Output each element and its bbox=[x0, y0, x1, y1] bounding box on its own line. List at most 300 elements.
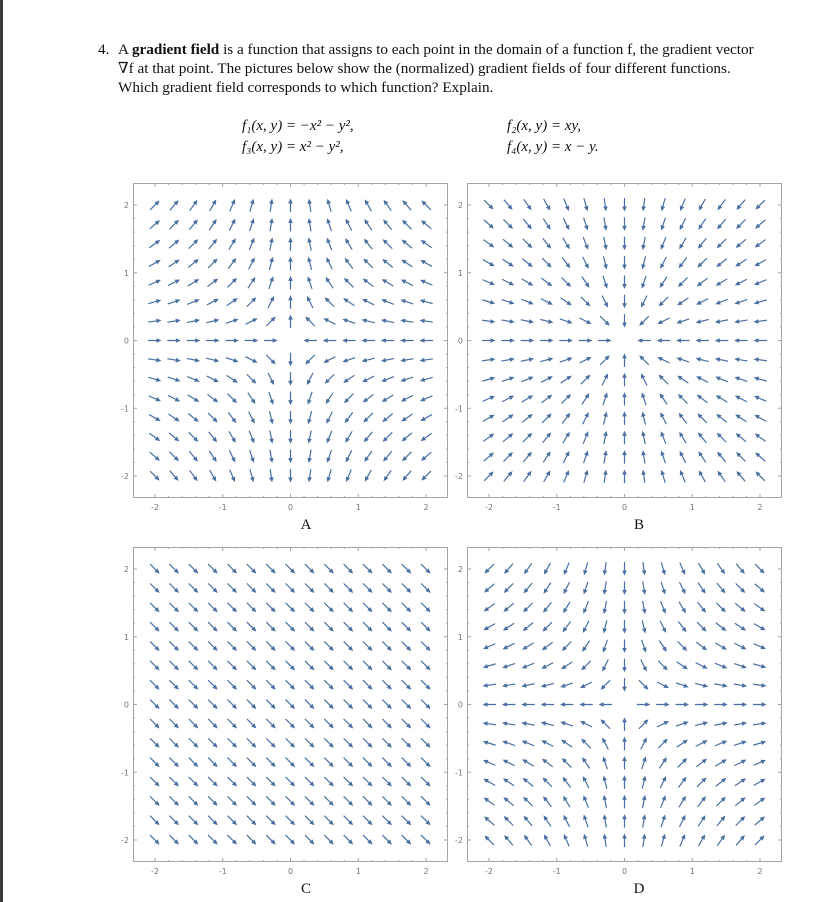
vector-arrow bbox=[421, 835, 430, 844]
vector-arrow bbox=[345, 413, 353, 423]
arrow-head bbox=[250, 199, 254, 204]
vector-arrow bbox=[288, 450, 293, 463]
vector-arrow bbox=[325, 758, 334, 767]
vector-arrow bbox=[715, 299, 727, 304]
vector-arrow bbox=[754, 415, 765, 421]
vector-arrow bbox=[421, 603, 430, 612]
vector-arrow bbox=[718, 471, 726, 482]
vector-arrow bbox=[247, 622, 256, 631]
arrow-head bbox=[195, 338, 200, 343]
vector-arrow bbox=[601, 355, 610, 364]
vector-arrow bbox=[168, 319, 181, 324]
x-tick-label: 0 bbox=[621, 867, 628, 876]
vector-arrow bbox=[697, 279, 707, 287]
vector-arrow bbox=[189, 700, 198, 709]
vector-arrow bbox=[581, 739, 590, 748]
vector-arrow bbox=[622, 814, 627, 827]
vector-arrow bbox=[522, 759, 533, 766]
arrow-head bbox=[400, 358, 405, 363]
vector-arrow bbox=[402, 584, 411, 593]
arrow-head bbox=[156, 377, 161, 381]
vector-arrow bbox=[363, 700, 372, 709]
vector-arrow bbox=[170, 603, 179, 612]
vector-arrow bbox=[288, 373, 293, 386]
vector-arrow bbox=[190, 471, 198, 482]
vector-arrow bbox=[696, 319, 709, 323]
arrow-head bbox=[603, 450, 608, 455]
vector-arrow bbox=[384, 200, 392, 211]
vector-arrow bbox=[484, 452, 494, 460]
vector-arrow bbox=[269, 218, 274, 231]
arrow-head bbox=[549, 338, 554, 343]
vector-arrow bbox=[641, 373, 647, 385]
vector-arrow bbox=[269, 257, 273, 270]
vector-arrow bbox=[542, 395, 552, 403]
vector-arrow bbox=[716, 395, 727, 402]
vector-arrow bbox=[603, 834, 608, 847]
arrow-head bbox=[622, 667, 627, 672]
vector-arrow bbox=[583, 602, 588, 614]
vector-arrow bbox=[229, 258, 237, 268]
vector-arrow bbox=[736, 200, 744, 210]
vector-arrow bbox=[247, 681, 256, 690]
vector-arrow bbox=[659, 375, 668, 384]
vector-arrow bbox=[541, 338, 554, 343]
vector-arrow bbox=[344, 835, 353, 844]
vector-arrow bbox=[383, 603, 392, 612]
arrow-head bbox=[742, 721, 747, 726]
vector-arrow bbox=[187, 338, 200, 343]
y-tick-label: -1 bbox=[121, 404, 129, 414]
vector-arrow bbox=[603, 199, 608, 212]
vector-arrow bbox=[190, 200, 198, 211]
vector-arrow bbox=[716, 259, 726, 267]
vector-arrow bbox=[603, 814, 608, 827]
arrow-head bbox=[529, 319, 534, 324]
vector-arrow bbox=[622, 237, 627, 250]
vector-arrow bbox=[523, 414, 533, 422]
vector-arrow bbox=[521, 702, 534, 707]
vector-arrow bbox=[504, 452, 513, 461]
vector-arrow bbox=[189, 622, 198, 631]
arrow-head bbox=[660, 393, 665, 398]
arrow-head bbox=[214, 358, 219, 362]
vector-arrow bbox=[657, 702, 670, 707]
vector-arrow bbox=[603, 257, 607, 270]
vector-arrow bbox=[269, 412, 273, 425]
vector-arrow bbox=[699, 834, 705, 845]
vector-arrow bbox=[149, 415, 160, 421]
vector-arrow bbox=[504, 816, 513, 825]
vector-arrow bbox=[343, 298, 354, 305]
arrow-head bbox=[718, 471, 723, 476]
arrow-head bbox=[307, 276, 311, 281]
arrow-head bbox=[156, 299, 161, 303]
arrow-head bbox=[157, 338, 162, 343]
arrow-head bbox=[288, 458, 293, 463]
arrow-head bbox=[541, 721, 546, 725]
vector-arrow bbox=[208, 564, 217, 573]
vector-arrow bbox=[560, 357, 572, 362]
vector-arrow bbox=[149, 280, 161, 285]
vector-arrow bbox=[697, 258, 706, 267]
arrow-head bbox=[323, 338, 328, 343]
vector-arrow bbox=[657, 338, 670, 343]
arrow-head bbox=[548, 319, 553, 323]
vector-arrow bbox=[543, 432, 551, 442]
vector-arrow bbox=[754, 280, 766, 285]
vector-arrow bbox=[361, 338, 374, 343]
vector-arrow bbox=[544, 199, 550, 210]
vector-arrow bbox=[267, 777, 276, 786]
arrow-head bbox=[567, 319, 572, 323]
arrow-head bbox=[603, 412, 607, 417]
vector-arrow bbox=[541, 683, 554, 687]
arrow-head bbox=[541, 683, 546, 687]
vector-arrow bbox=[716, 414, 726, 422]
vector-arrow bbox=[583, 814, 588, 826]
vector-arrow bbox=[421, 816, 430, 825]
vector-arrow bbox=[642, 776, 646, 789]
vector-arrow bbox=[305, 622, 314, 631]
vector-arrow bbox=[715, 377, 727, 382]
vector-arrow bbox=[402, 603, 411, 612]
vector-arrow bbox=[524, 452, 532, 462]
arrow-head bbox=[622, 756, 627, 761]
vector-arrow bbox=[207, 319, 220, 323]
vector-arrow bbox=[754, 664, 766, 668]
vector-arrow bbox=[288, 431, 293, 444]
vector-arrow bbox=[327, 470, 331, 482]
arrow-head bbox=[760, 798, 765, 803]
vector-arrow bbox=[660, 257, 666, 269]
vector-arrow bbox=[364, 451, 371, 462]
vector-arrow bbox=[248, 277, 255, 288]
vector-arrow bbox=[661, 834, 665, 846]
arrow-head bbox=[622, 717, 627, 722]
vector-arrow bbox=[755, 816, 765, 824]
vector-arrow bbox=[679, 622, 687, 632]
arrow-head bbox=[622, 775, 627, 780]
vector-arrow bbox=[149, 338, 162, 343]
vector-arrow bbox=[754, 779, 765, 785]
vector-arrow bbox=[305, 719, 314, 728]
vector-arrow bbox=[660, 393, 667, 404]
vector-arrow bbox=[227, 376, 238, 383]
vector-arrow bbox=[344, 700, 353, 709]
vector-arrow bbox=[188, 377, 200, 382]
arrow-head bbox=[603, 834, 608, 839]
vector-arrow bbox=[715, 663, 727, 668]
vector-arrow bbox=[583, 834, 587, 846]
vector-arrow bbox=[381, 299, 393, 304]
vector-arrow bbox=[584, 450, 589, 462]
vector-arrow bbox=[421, 642, 430, 651]
vector-arrow bbox=[381, 338, 394, 343]
arrow-head bbox=[683, 721, 688, 725]
vector-arrow bbox=[189, 259, 199, 267]
vector-arrow bbox=[698, 583, 705, 594]
arrow-head bbox=[561, 740, 566, 745]
vector-arrow bbox=[325, 681, 334, 690]
vector-arrow bbox=[209, 451, 216, 462]
arrow-head bbox=[251, 277, 256, 282]
arrow-head bbox=[155, 240, 160, 245]
vector-arrow bbox=[755, 220, 765, 228]
vector-arrow bbox=[484, 798, 495, 806]
vector-arrow bbox=[228, 661, 237, 670]
vector-arrow bbox=[325, 375, 334, 384]
vector-arrow bbox=[564, 219, 570, 231]
vector-arrow bbox=[563, 432, 570, 443]
vector-arrow bbox=[305, 777, 314, 786]
vector-arrow bbox=[228, 777, 237, 786]
arrow-head bbox=[622, 392, 627, 397]
vector-arrow bbox=[381, 319, 394, 324]
vector-arrow bbox=[563, 413, 571, 423]
vector-arrow bbox=[189, 758, 198, 767]
vector-arrow bbox=[659, 297, 668, 306]
vector-arrow bbox=[622, 470, 627, 483]
vector-arrow bbox=[150, 739, 159, 748]
vector-arrow bbox=[402, 452, 411, 461]
vector-arrow bbox=[564, 583, 570, 595]
arrow-head bbox=[327, 457, 331, 462]
vector-arrow bbox=[344, 758, 353, 767]
vector-arrow bbox=[622, 353, 627, 366]
plot-c-label: C bbox=[300, 881, 311, 897]
arrow-head bbox=[546, 451, 551, 456]
vector-arrow bbox=[582, 393, 589, 404]
vector-arrow bbox=[402, 719, 411, 728]
vector-arrow bbox=[661, 470, 665, 482]
arrow-head bbox=[307, 218, 312, 223]
vector-arrow bbox=[541, 702, 554, 707]
vector-arrow bbox=[208, 758, 217, 767]
vector-arrow bbox=[402, 777, 411, 786]
arrow-head bbox=[762, 702, 767, 707]
vector-arrow bbox=[286, 584, 295, 593]
vector-arrow bbox=[622, 756, 627, 769]
arrow-head bbox=[676, 319, 681, 323]
vector-arrow bbox=[346, 451, 352, 463]
vector-arrow bbox=[208, 661, 217, 670]
vector-arrow bbox=[267, 317, 276, 326]
vector-arrow bbox=[228, 642, 237, 651]
vector-arrow bbox=[641, 660, 647, 672]
vector-arrow bbox=[679, 432, 686, 443]
arrow-head bbox=[683, 665, 688, 670]
vector-arrow bbox=[230, 199, 235, 211]
vector-arrow bbox=[267, 816, 276, 825]
vector-arrow bbox=[189, 797, 198, 806]
vector-arrow bbox=[189, 642, 198, 651]
vector-arrow bbox=[286, 719, 295, 728]
vector-arrow bbox=[207, 299, 219, 305]
arrow-head bbox=[642, 776, 646, 781]
vector-arrow bbox=[208, 622, 217, 631]
vector-arrow bbox=[421, 240, 432, 248]
vector-arrow bbox=[639, 317, 648, 326]
vector-arrow bbox=[364, 432, 372, 442]
vector-arrow bbox=[327, 450, 332, 462]
y-tick-label: 2 bbox=[123, 565, 129, 574]
vector-arrow bbox=[345, 258, 353, 268]
arrow-head bbox=[384, 476, 389, 481]
arrow-head bbox=[741, 626, 746, 631]
arrow-head bbox=[566, 376, 571, 381]
arrow-head bbox=[622, 590, 627, 595]
arrow-head bbox=[676, 338, 681, 343]
y-tick-label: 0 bbox=[123, 336, 129, 346]
vector-arrow bbox=[326, 257, 332, 269]
vector-arrow bbox=[307, 392, 312, 404]
vector-arrow bbox=[420, 396, 432, 401]
vector-arrow bbox=[580, 721, 592, 727]
arrow-head bbox=[193, 200, 198, 205]
arrow-head bbox=[288, 257, 293, 262]
vector-arrow bbox=[400, 319, 413, 324]
vector-arrow bbox=[603, 276, 608, 288]
vector-arrow bbox=[657, 721, 669, 727]
vector-arrow bbox=[267, 797, 276, 806]
vector-arrow bbox=[504, 835, 512, 845]
vector-arrow bbox=[208, 642, 217, 651]
vector-arrow bbox=[207, 358, 220, 362]
vector-arrow bbox=[421, 739, 430, 748]
vector-arrow bbox=[307, 276, 312, 288]
vector-arrow bbox=[228, 835, 237, 844]
vector-arrow bbox=[641, 237, 646, 250]
vector-arrow bbox=[697, 622, 706, 631]
vector-arrow bbox=[382, 395, 393, 402]
arrow-head bbox=[502, 741, 507, 745]
vector-arrow bbox=[228, 394, 237, 403]
y-tick-label: -2 bbox=[455, 836, 463, 845]
x-tick-label: 2 bbox=[423, 867, 429, 876]
vector-arrow bbox=[755, 798, 766, 806]
vector-arrow bbox=[382, 414, 392, 422]
vector-arrow bbox=[307, 431, 312, 444]
x-tick-label: 2 bbox=[423, 503, 429, 512]
vector-arrow bbox=[754, 721, 767, 726]
vector-arrow bbox=[247, 584, 256, 593]
vector-arrow bbox=[660, 776, 666, 788]
arrow-head bbox=[603, 206, 608, 211]
vector-arrow bbox=[420, 280, 432, 285]
arrow-head bbox=[715, 338, 720, 343]
vector-arrow bbox=[696, 299, 708, 305]
vector-arrow bbox=[522, 663, 534, 668]
vector-arrow bbox=[402, 433, 412, 441]
arrow-head bbox=[760, 607, 765, 612]
vector-arrow bbox=[563, 238, 570, 249]
arrow-head bbox=[641, 412, 645, 417]
vector-arrow bbox=[622, 276, 627, 289]
vector-arrow bbox=[754, 624, 765, 630]
vector-arrow bbox=[734, 721, 747, 726]
vector-arrow bbox=[325, 297, 334, 306]
vector-arrow bbox=[717, 603, 726, 612]
arrow-head bbox=[490, 300, 495, 304]
vector-arrow bbox=[755, 604, 766, 612]
arrow-head bbox=[622, 373, 627, 378]
vector-arrow bbox=[363, 642, 372, 651]
vector-arrow bbox=[230, 451, 236, 463]
arrow-head bbox=[212, 457, 217, 462]
arrow-head bbox=[645, 702, 650, 707]
vector-arrow bbox=[286, 564, 295, 573]
vector-arrow bbox=[715, 338, 728, 343]
vector-arrow bbox=[524, 471, 532, 482]
vector-arrow bbox=[696, 683, 709, 687]
vector-arrow bbox=[679, 796, 686, 807]
vector-arrow bbox=[602, 756, 607, 768]
vector-arrow bbox=[307, 296, 313, 308]
vector-arrow bbox=[544, 834, 550, 845]
arrow-head bbox=[195, 358, 200, 363]
arrow-head bbox=[342, 338, 347, 343]
arrow-head bbox=[508, 262, 513, 267]
vector-arrow bbox=[522, 299, 534, 304]
vector-arrow bbox=[680, 815, 686, 827]
vector-arrow bbox=[698, 219, 705, 230]
arrow-head bbox=[509, 357, 514, 362]
vector-arrow bbox=[642, 640, 647, 652]
x-tick-label: -1 bbox=[552, 503, 561, 512]
vector-arrow bbox=[642, 621, 646, 634]
arrow-head bbox=[676, 357, 681, 361]
vector-arrow bbox=[307, 218, 312, 231]
vector-arrow bbox=[695, 702, 708, 707]
vector-arrow bbox=[268, 373, 274, 385]
arrow-head bbox=[603, 283, 607, 288]
arrow-head bbox=[582, 646, 587, 651]
arrow-head bbox=[754, 319, 759, 324]
vector-arrow bbox=[715, 721, 728, 726]
arrow-head bbox=[232, 298, 237, 303]
arrow-head bbox=[193, 476, 198, 481]
arrow-head bbox=[568, 338, 573, 343]
arrow-head bbox=[661, 225, 665, 230]
arrow-head bbox=[677, 301, 682, 306]
arrow-head bbox=[715, 357, 720, 362]
vector-arrow bbox=[735, 760, 747, 766]
arrow-head bbox=[602, 647, 606, 652]
vector-arrow bbox=[603, 218, 608, 231]
vector-arrow bbox=[622, 431, 627, 444]
vector-arrow bbox=[362, 376, 374, 382]
vector-arrow bbox=[676, 319, 688, 324]
vector-arrow bbox=[250, 470, 254, 482]
vector-arrow bbox=[483, 741, 495, 745]
vector-arrow bbox=[325, 661, 334, 670]
arrow-head bbox=[703, 683, 708, 687]
vector-arrow bbox=[484, 604, 495, 612]
arrow-head bbox=[288, 439, 293, 444]
vector-arrow bbox=[420, 377, 432, 381]
vector-arrow bbox=[247, 797, 256, 806]
vector-arrow bbox=[734, 664, 746, 669]
arrow-head bbox=[490, 357, 495, 362]
vector-arrow bbox=[641, 392, 646, 404]
vector-arrow bbox=[286, 681, 295, 690]
arrow-head bbox=[233, 318, 238, 322]
arrow-head bbox=[599, 702, 604, 707]
vector-arrow bbox=[541, 740, 553, 746]
vector-arrow bbox=[736, 433, 746, 441]
vector-arrow bbox=[698, 451, 705, 462]
